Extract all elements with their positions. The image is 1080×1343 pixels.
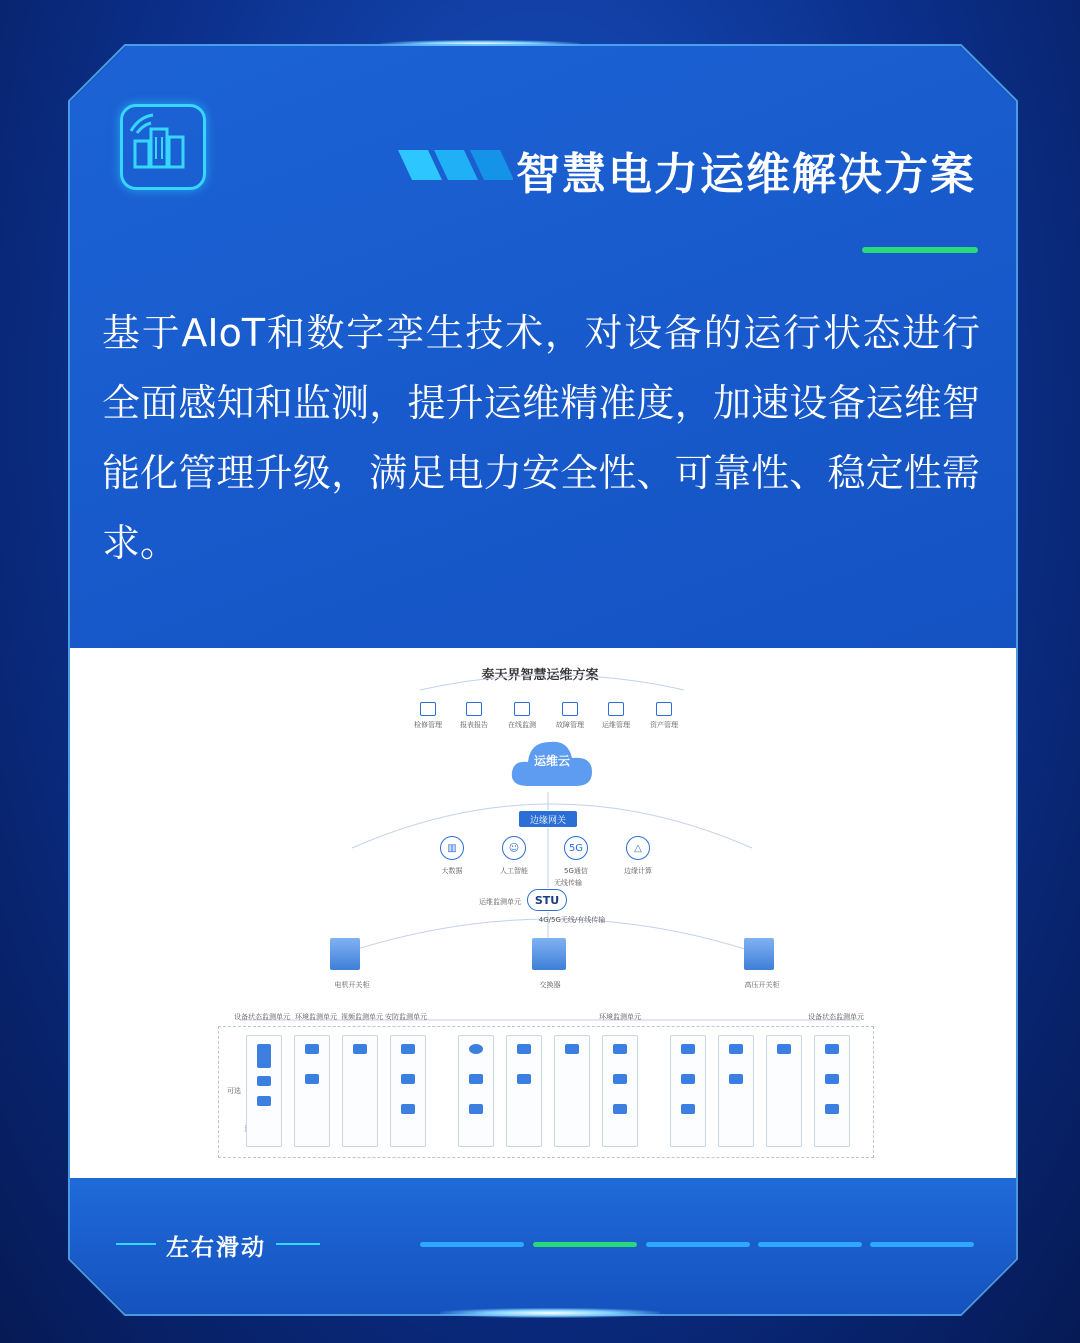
hv-cabinet-icon — [744, 938, 774, 970]
edge-gateway-box: 边缘网关 — [519, 811, 577, 827]
device-column — [766, 1035, 802, 1147]
capability-label: 人工智能 — [500, 867, 528, 875]
big-data-icon: ▥ — [440, 836, 464, 860]
network-note: 4G/5G无线/有线传输 — [538, 916, 606, 924]
maintenance-wrench-icon — [420, 702, 436, 716]
module-label: 报表报告 — [460, 721, 488, 729]
module-label: 运维管理 — [602, 721, 630, 729]
ai-robot-icon: ☺ — [502, 836, 526, 860]
description-text: 基于AIoT和数字孪生技术，对设备的运行状态进行全面感知和监测，提升运维精准度，加速设备运维智能化管理升级，满足电力安全性、可靠性、稳定性需求。 — [102, 311, 980, 565]
bottom-glow — [440, 1308, 660, 1318]
edge-compute-icon: △ — [626, 836, 650, 860]
device-column — [246, 1035, 282, 1147]
device-column — [670, 1035, 706, 1147]
device-column — [294, 1035, 330, 1147]
swipe-hint: 左右滑动 — [166, 1235, 266, 1261]
unit-label: 设备状态监测单元 — [234, 1013, 290, 1021]
device-column — [390, 1035, 426, 1147]
capability-note: 无线传输 — [554, 879, 582, 887]
switch-device-icon — [532, 938, 566, 970]
unit-label: 设备状态监测单元 — [808, 1013, 864, 1021]
unit-label: 安防监测单元 — [385, 1013, 427, 1021]
hub-label: 高压开关柜 — [744, 981, 780, 989]
capability-label: 5G通信 — [564, 867, 588, 875]
page-title: 智慧电力运维解决方案 — [516, 149, 976, 200]
cloud-label: 运维云 — [533, 754, 570, 768]
device-column — [718, 1035, 754, 1147]
report-icon — [466, 702, 482, 716]
hub-label: 交换器 — [539, 981, 561, 989]
arrow-left-icon — [116, 1243, 156, 1245]
unit-label: 视频监测单元 — [341, 1013, 383, 1021]
unit-label: 环境监测单元 — [295, 1013, 337, 1021]
module-label: 故障管理 — [556, 721, 584, 729]
device-column — [458, 1035, 494, 1147]
unit-label: 环境监测单元 — [599, 1013, 641, 1021]
device-column — [342, 1035, 378, 1147]
device-column — [814, 1035, 850, 1147]
page-indicator-4[interactable] — [758, 1242, 862, 1247]
stu-note: 运维监测单元 — [479, 898, 521, 906]
module-label: 在线监测 — [508, 721, 536, 729]
diagram-title: 泰天界智慧运维方案 — [481, 668, 599, 683]
page-indicator-2[interactable] — [533, 1242, 637, 1247]
fault-management-icon — [562, 702, 578, 716]
optional-label: 可选 — [227, 1087, 241, 1095]
page-indicator-1[interactable] — [420, 1242, 524, 1247]
online-monitoring-icon — [514, 702, 530, 716]
capability-label: 边缘计算 — [624, 867, 652, 875]
device-column — [506, 1035, 542, 1147]
module-label: 资产管理 — [650, 721, 678, 729]
device-column — [554, 1035, 590, 1147]
5g-icon: 5G — [564, 836, 588, 860]
switchgear-cabinet-icon — [330, 938, 360, 970]
asset-management-icon — [656, 702, 672, 716]
hub-label: 电机开关柜 — [334, 981, 370, 989]
arrow-right-icon — [276, 1243, 320, 1245]
page-indicator-3[interactable] — [646, 1242, 750, 1247]
page-indicator-5[interactable] — [870, 1242, 974, 1247]
stu-badge: STU — [527, 889, 567, 911]
operation-management-icon — [608, 702, 624, 716]
device-column — [602, 1035, 638, 1147]
module-label: 检修管理 — [414, 721, 442, 729]
capability-label: 大数据 — [441, 867, 463, 875]
